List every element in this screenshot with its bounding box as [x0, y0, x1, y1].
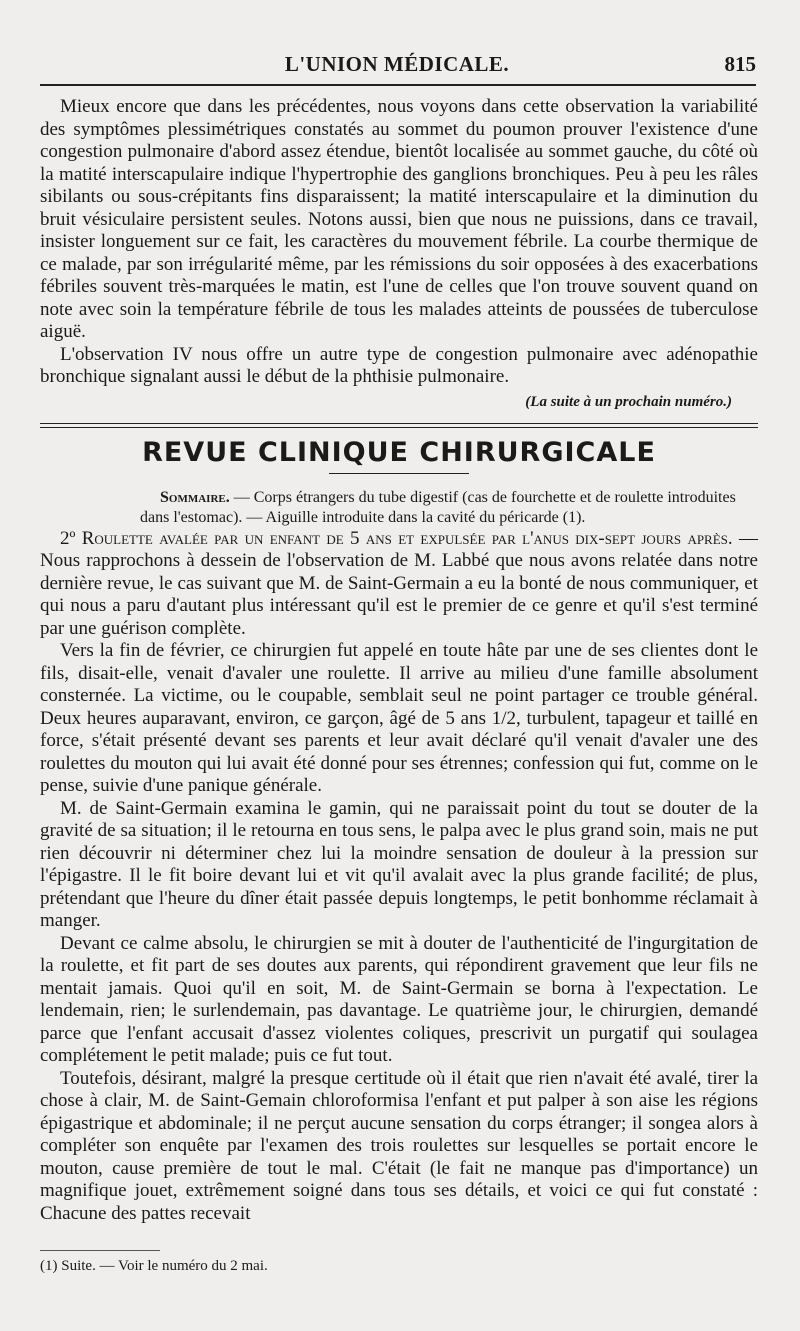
title-underline — [329, 473, 469, 474]
article-paragraph-1-text: — Nous rapprochons à dessein de l'observation de M. Labbé que nous avons relatée dans notre dernière revue, le cas suivant que M. de Saint-Germain a eu la bonté de nous communiquer, et qui nous a paru d'autant plus intéressant qu'il est le premier de ce genre et qu'il s'est terminé par une guérison complète. — [40, 527, 758, 639]
footnote-rule — [40, 1250, 160, 1251]
journal-title: L'UNION MÉDICALE. — [284, 52, 510, 76]
sommaire-text: — Corps étrangers du tube digestif (cas de fourchette et de roulette introduites dans l'estomac). — Aiguille introduite dans la cavité du péricarde (1). — [140, 488, 736, 526]
intro-paragraph-1: Mieux encore que dans les précédentes, nous voyons dans cette observation la variabilité des symptômes plessimétriques constatés au sommet du poumon prouver l'existence d'une congestion pulmonaire d'abord assez étendue, bientôt localisée au sommet gauche, du côté où la matité interscapulaire indique l'hypertrophie des ganglions bronchiques. Peu à peu les râles sibilants ou sous-crépitants fins disparaissent; la matité interscapulaire et la diminution du bruit vésiculaire persistent seules. Notons aussi, bien que nous ne puissions, dans ce travail, insister longuement sur ce fait, les caractères du mouvement fébrile. La courbe thermique de ce malade, par son irrégularité même, par les rémissions du soir opposées à des exacerbations fébriles souvent très-marquées le matin, est l'une de celles que l'on trouve souvent quand on note avec soin la température fébrile de tous les malades atteints de poussées de tuberculose aiguë. — [40, 96, 758, 342]
article-paragraph-3: M. de Saint-Germain examina le gamin, qui ne paraissait point du tout se douter de la gravité de sa situation; il le retourna en tous sens, le palpa avec le plus grand soin, mais ne put rien découvrir ni déterminer chez lui la moindre sensation de douleur à la pression sur l'épigastre. Il le fit boire devant lui et vit qu'il avalait avec la plus grande facilité; de plus, prétendant que l'heure du dîner était passée depuis longtemps, le petit bonhomme réclamait à manger. — [40, 797, 758, 931]
article-paragraph-5: Toutefois, désirant, malgré la presque certitude où il était que rien n'avait été avalé, tirer la chose à clair, M. de Saint-Gemain chloroformisa l'enfant et put palper à son aise les régions épigastrique et abdominale; il ne perçut aucune sensation du corps étranger; il songea alors à compléter son enquête par l'examen des trois roulettes sur lesquelles se portait encore le mouton, cause première de tout le mal. C'était (le fait ne manque pas d'importance) un magnifique jouet, extrêmement soigné dans tous ses détails, et voici ce qui fut constaté : Chacune des pattes recevait — [40, 1067, 758, 1224]
body-text — [40, 96, 758, 1225]
footnote: (1) Suite. — Voir le numéro du 2 mai. — [40, 1258, 268, 1274]
article-paragraph-1 — [40, 528, 758, 641]
running-header — [38, 52, 756, 80]
sommaire-label: Sommaire. — [160, 488, 230, 506]
article-paragraph-4: Devant ce calme absolu, le chirurgien se mit à douter de l'authenticité de l'ingurgitation de la roulette, et fit part de ses doutes aux parents, qui répondirent gravement que leur fils ne mentait jamais. Quoi qu'il en soit, M. de Saint-Germain se borna à l'expectation. Le lendemain, rien; le surlendemain, pas davantage. Le quatrième jour, le chirurgien, demandé parce que l'enfant accusait d'assez violentes coliques, prescrivit un purgatif qui soulagea complétement le petit malade; puis ce fut tout. — [40, 932, 758, 1066]
article-heading: 2º Roulette avalée par un enfant de 5 ans et expulsée par l'anus dix-sept jours après. — [60, 527, 733, 549]
intro-paragraph-2: L'observation IV nous offre un autre type de congestion pulmonaire avec adénopathie bronchique signalant aussi le début de la phthisie pulmonaire. — [40, 343, 758, 387]
page-number: 815 — [724, 52, 756, 76]
section-title: REVUE CLINIQUE CHIRURGICALE — [142, 437, 656, 468]
continued-note: (La suite à un prochain numéro.) — [525, 393, 732, 410]
sommaire — [40, 488, 758, 528]
article-paragraph-2: Vers la fin de février, ce chirurgien fut appelé en toute hâte par une de ses clientes dont le fils, disait-elle, venait d'avaler une roulette. Il arrive au milieu d'une famille absolument consternée. La victime, ou le coupable, semblait seul ne point partager ce trouble général. Deux heures auparavant, environ, ce garçon, âgé de 5 ans 1/2, turbulent, tapageur et taillé en force, s'était présenté devant ses parents et leur avait déclaré qu'il venait d'avaler une des roulettes du mouton qui lui avait été donné pour ses étrennes; confession qui fut, comme on le pense, suivie d'une panique générale. — [40, 640, 758, 796]
section-divider — [40, 423, 758, 428]
header-rule — [40, 84, 756, 86]
